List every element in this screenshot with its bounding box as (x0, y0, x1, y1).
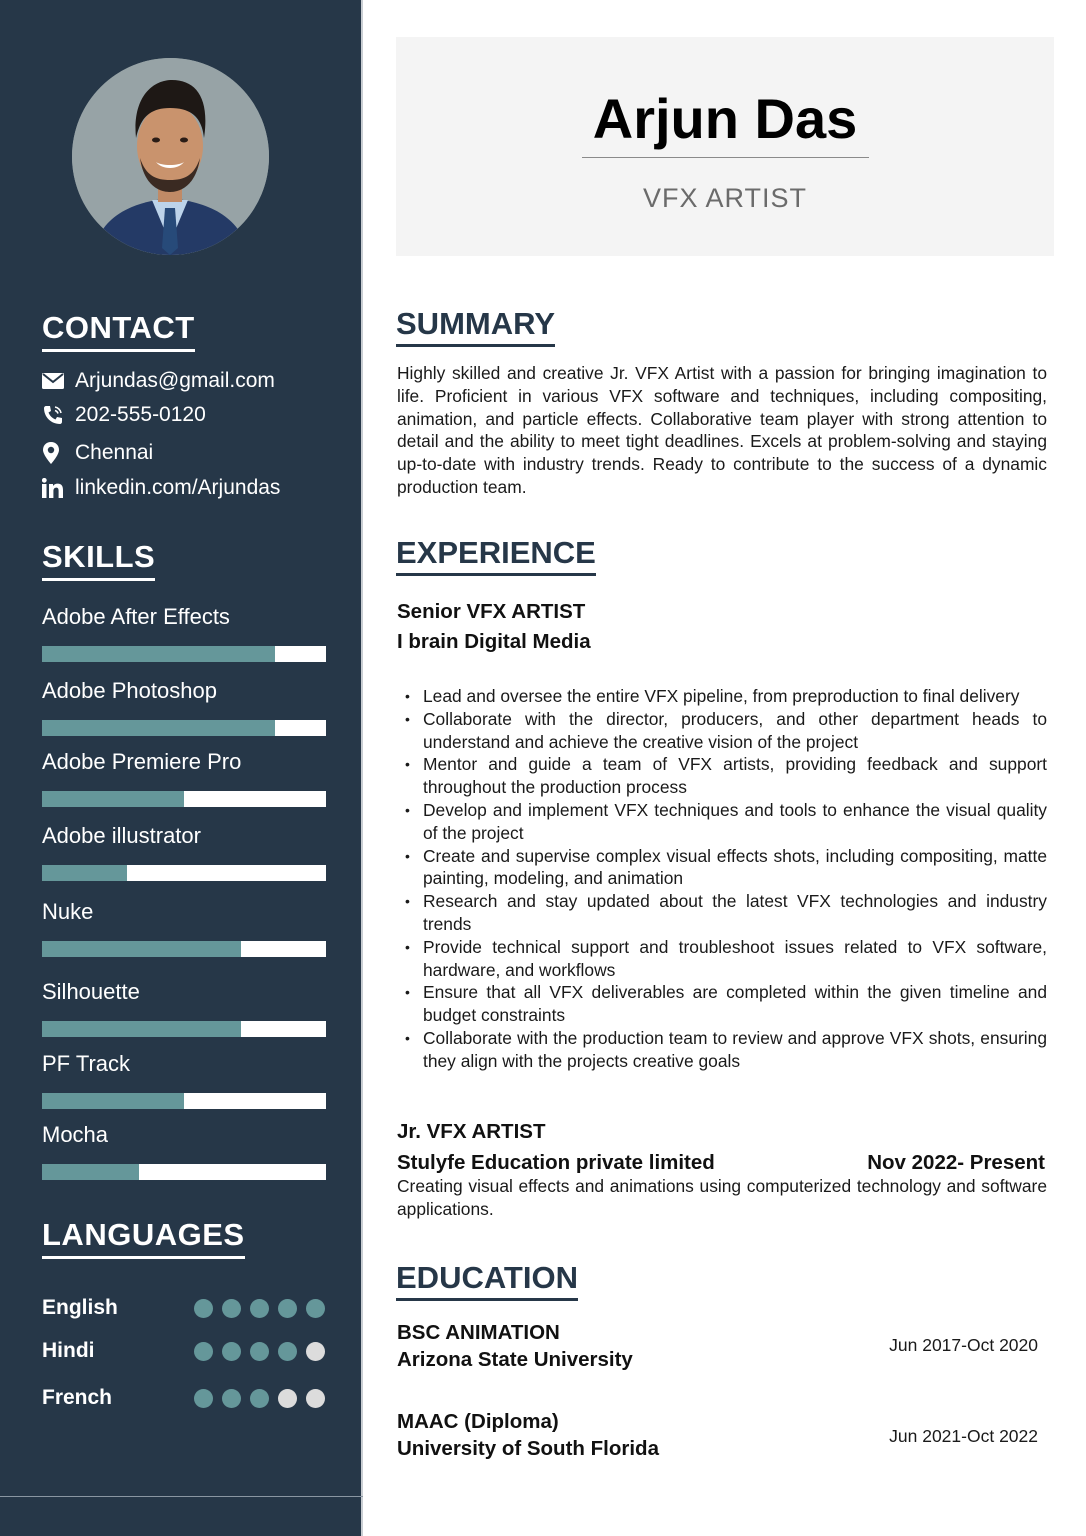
skill-bar-fill (42, 865, 127, 881)
rating-dot-filled-icon (194, 1299, 213, 1318)
skill-bar-fill (42, 1164, 139, 1180)
job-responsibilities (405, 685, 1047, 1073)
skill-label: Nuke (42, 899, 94, 924)
contact-phone-text: 202-555-0120 (75, 403, 206, 426)
skill-label: Mocha (42, 1122, 109, 1147)
contact-location-text: Chennai (75, 441, 154, 464)
job-dates: Nov 2022- Present (867, 1151, 1045, 1174)
job-company: Stulyfe Education private limited (397, 1151, 715, 1174)
contact-phone[interactable] (42, 402, 206, 428)
name-divider (582, 157, 869, 158)
rating-dot-filled-icon (222, 1389, 241, 1408)
skill-bar-fill (42, 1093, 184, 1109)
skill-bar-fill (42, 646, 275, 662)
contact-linkedin-text: linkedin.com/Arjundas (75, 476, 281, 499)
responsibility-item: • Create and supervise complex visual effects shots, including compositing, matte painting, modeling, and animation (405, 845, 1047, 891)
rating-dot-filled-icon (250, 1389, 269, 1408)
name-header-panel (396, 37, 1054, 256)
skill-bar (42, 720, 326, 736)
skill-bar (42, 646, 326, 662)
skill-label: Adobe Premiere Pro (42, 749, 242, 774)
skill-bar (42, 1093, 326, 1109)
skill-label: Adobe illustrator (42, 823, 201, 848)
skill-bar (42, 865, 326, 881)
contact-linkedin[interactable] (42, 475, 280, 501)
language-rating (194, 1342, 325, 1361)
candidate-name: Arjun Das (592, 87, 858, 150)
education-degree: MAAC (Diploma) (397, 1410, 559, 1433)
rating-dot-filled-icon (250, 1342, 269, 1361)
skill-bar-fill (42, 720, 275, 736)
envelope-icon (42, 370, 66, 392)
contact-email[interactable] (42, 368, 275, 394)
rating-dot-filled-icon (222, 1299, 241, 1318)
summary-text: Highly skilled and creative Jr. VFX Artist with a passion for bringing imagination to life. Proficient in various VFX software and techniques, including compositing, animation, and particle effects. Collaborative team player with strong attention to detail and the ability to meet tight deadlines. Excels at problem-solving and staying up-to-date with industry trends. Ready to contribute to the success of a dynamic production team. (397, 363, 1047, 497)
skill-bar (42, 1164, 326, 1180)
skill-bar-fill (42, 1021, 241, 1037)
experience-heading: EXPERIENCE (396, 535, 596, 576)
education-heading: EDUCATION (396, 1260, 578, 1301)
responsibility-item: • Collaborate with the director, producers, and other department heads to understand and achieve the creative vision of the project (405, 708, 1047, 754)
language-name: Hindi (42, 1339, 95, 1362)
education-school: Arizona State University (397, 1348, 633, 1371)
rating-dot-filled-icon (194, 1342, 213, 1361)
skill-label: Adobe Photoshop (42, 678, 217, 703)
job-title: VFX ARTIST (642, 183, 808, 213)
skill-bar (42, 791, 326, 807)
education-school: University of South Florida (397, 1437, 659, 1460)
skill-bar-fill (42, 791, 184, 807)
skill-label: Silhouette (42, 979, 140, 1004)
language-name: English (42, 1296, 118, 1319)
rating-dot-empty-icon (306, 1342, 325, 1361)
rating-dot-filled-icon (278, 1342, 297, 1361)
rating-dot-filled-icon (250, 1299, 269, 1318)
responsibility-item: • Lead and oversee the entire VFX pipeline, from preproduction to final delivery (405, 685, 1047, 708)
sidebar-divider (0, 1496, 363, 1497)
responsibility-item: • Mentor and guide a team of VFX artists, providing feedback and support throughout the production process (405, 753, 1047, 799)
education-degree: BSC ANIMATION (397, 1321, 560, 1344)
rating-dot-filled-icon (222, 1342, 241, 1361)
responsibility-item: • Provide technical support and troubleshoot issues related to VFX software, hardware, and workflows (405, 936, 1047, 982)
rating-dot-filled-icon (194, 1389, 213, 1408)
language-rating (194, 1389, 325, 1408)
rating-dot-filled-icon (278, 1299, 297, 1318)
language-row (42, 1385, 332, 1411)
phone-icon (42, 404, 66, 426)
rating-dot-filled-icon (306, 1299, 325, 1318)
responsibility-item: • Develop and implement VFX techniques and tools to enhance the visual quality of the project (405, 799, 1047, 845)
education-dates: Jun 2021-Oct 2022 (889, 1426, 1038, 1446)
contact-location (42, 440, 153, 466)
job-company-row (397, 1150, 1045, 1176)
education-dates: Jun 2017-Oct 2020 (889, 1335, 1038, 1355)
profile-photo (72, 58, 269, 255)
sidebar (0, 0, 363, 1536)
job-role: Jr. VFX ARTIST (397, 1120, 546, 1143)
person-portrait-icon (72, 58, 269, 255)
job-company: I brain Digital Media (397, 630, 591, 653)
skill-bar (42, 1021, 326, 1037)
linkedin-icon (42, 477, 66, 499)
rating-dot-empty-icon (278, 1389, 297, 1408)
contact-heading: CONTACT (42, 310, 195, 352)
language-name: French (42, 1386, 113, 1409)
responsibility-item: • Research and stay updated about the latest VFX technologies and industry trends (405, 890, 1047, 936)
language-row (42, 1295, 332, 1321)
summary-heading: SUMMARY (396, 306, 555, 347)
languages-heading: LANGUAGES (42, 1217, 245, 1259)
responsibility-item: • Ensure that all VFX deliverables are completed within the given timeline and budget constraints (405, 981, 1047, 1027)
language-rating (194, 1299, 325, 1318)
rating-dot-empty-icon (306, 1389, 325, 1408)
skill-bar-fill (42, 941, 241, 957)
contact-email-text: Arjundas@gmail.com (75, 369, 275, 392)
language-row (42, 1338, 332, 1364)
job-role: Senior VFX ARTIST (397, 600, 586, 623)
skill-label: Adobe After Effects (42, 604, 230, 629)
skill-bar (42, 941, 326, 957)
skill-label: PF Track (42, 1051, 131, 1076)
responsibility-item: • Collaborate with the production team to review and approve VFX shots, ensuring they align with the projects creative goals (405, 1027, 1047, 1073)
location-pin-icon (42, 442, 66, 464)
job-description: Creating visual effects and animations using computerized technology and software applications. (397, 1176, 1047, 1219)
skills-heading: SKILLS (42, 539, 155, 581)
